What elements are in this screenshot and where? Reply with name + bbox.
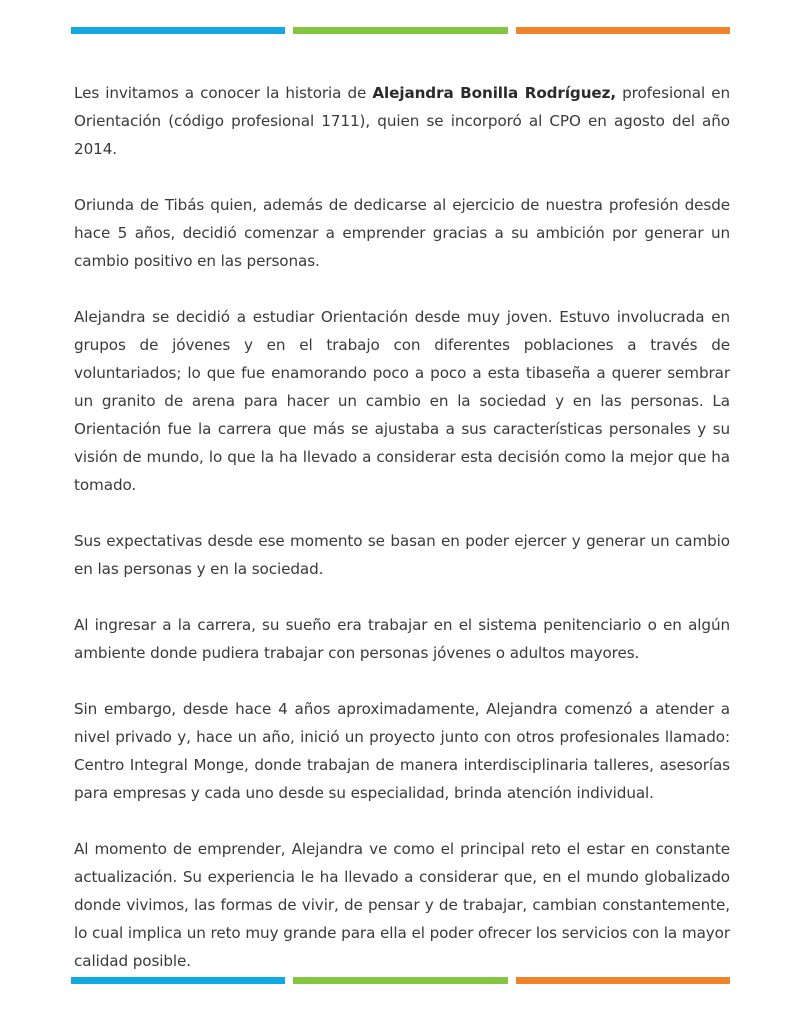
top-blue-bar [71, 27, 285, 34]
intro-text-after: profesional en Orientación (código profesional 1711), quien se incorporó al CPO en agosto del año 2014. [74, 84, 730, 158]
bottom-blue-bar [71, 977, 285, 984]
paragraph-challenge: Al momento de emprender, Alejandra ve como el principal reto el estar en constante actualización. Su experiencia le ha llevado a considerar que, en el mundo globalizado donde vivimos, las formas de vivir, de pensar y de trabajar, cambian constantemente, lo cual implica un reto muy grande para ella el poder ofrecer los servicios con la mayor calidad posible. [74, 840, 730, 970]
top-green-bar [293, 27, 507, 34]
article-body [74, 79, 730, 1003]
paragraph-expectations: Sus expectativas desde ese momento se basan en poder ejercer y generar un cambio en las personas y en la sociedad. [74, 532, 730, 578]
paragraph-studies: Alejandra se decidió a estudiar Orientación desde muy joven. Estuvo involucrada en grupos de jóvenes y en el trabajo con diferentes poblaciones a través de voluntariados; lo que fue enamorando poco a poco a esta tibaseña a querer sembrar un granito de arena para hacer un cambio en la sociedad y en las personas. La Orientación fue la carrera que más se ajustaba a sus características personales y su visión de mundo, lo que la ha llevado a considerar esta decisión como la mejor que ha tomado. [74, 308, 730, 494]
bottom-color-bars [71, 977, 730, 984]
paragraph-project: Sin embargo, desde hace 4 años aproximadamente, Alejandra comenzó a atender a nivel privado y, hace un año, inició un proyecto junto con otros profesionales llamado: Centro Integral Monge, donde trabajan de manera interdisciplinaria talleres, asesorías para empresas y cada uno desde su especialidad, brinda atención individual. [74, 700, 730, 802]
bottom-green-bar [293, 977, 507, 984]
intro-person-name: Alejandra Bonilla Rodríguez, [372, 84, 617, 102]
bottom-orange-bar [516, 977, 730, 984]
top-orange-bar [516, 27, 730, 34]
top-color-bars [71, 27, 730, 34]
intro-paragraph [74, 79, 730, 163]
intro-text-before: Les invitamos a conocer la historia de [74, 84, 373, 102]
paragraph-dream: Al ingresar a la carrera, su sueño era trabajar en el sistema penitenciario o en algún ambiente donde pudiera trabajar con personas jóvenes o adultos mayores. [74, 616, 730, 662]
paragraph-origin: Oriunda de Tibás quien, además de dedicarse al ejercicio de nuestra profesión desde hace 5 años, decidió comenzar a emprender gracias a su ambición por generar un cambio positivo en las personas. [74, 196, 730, 270]
